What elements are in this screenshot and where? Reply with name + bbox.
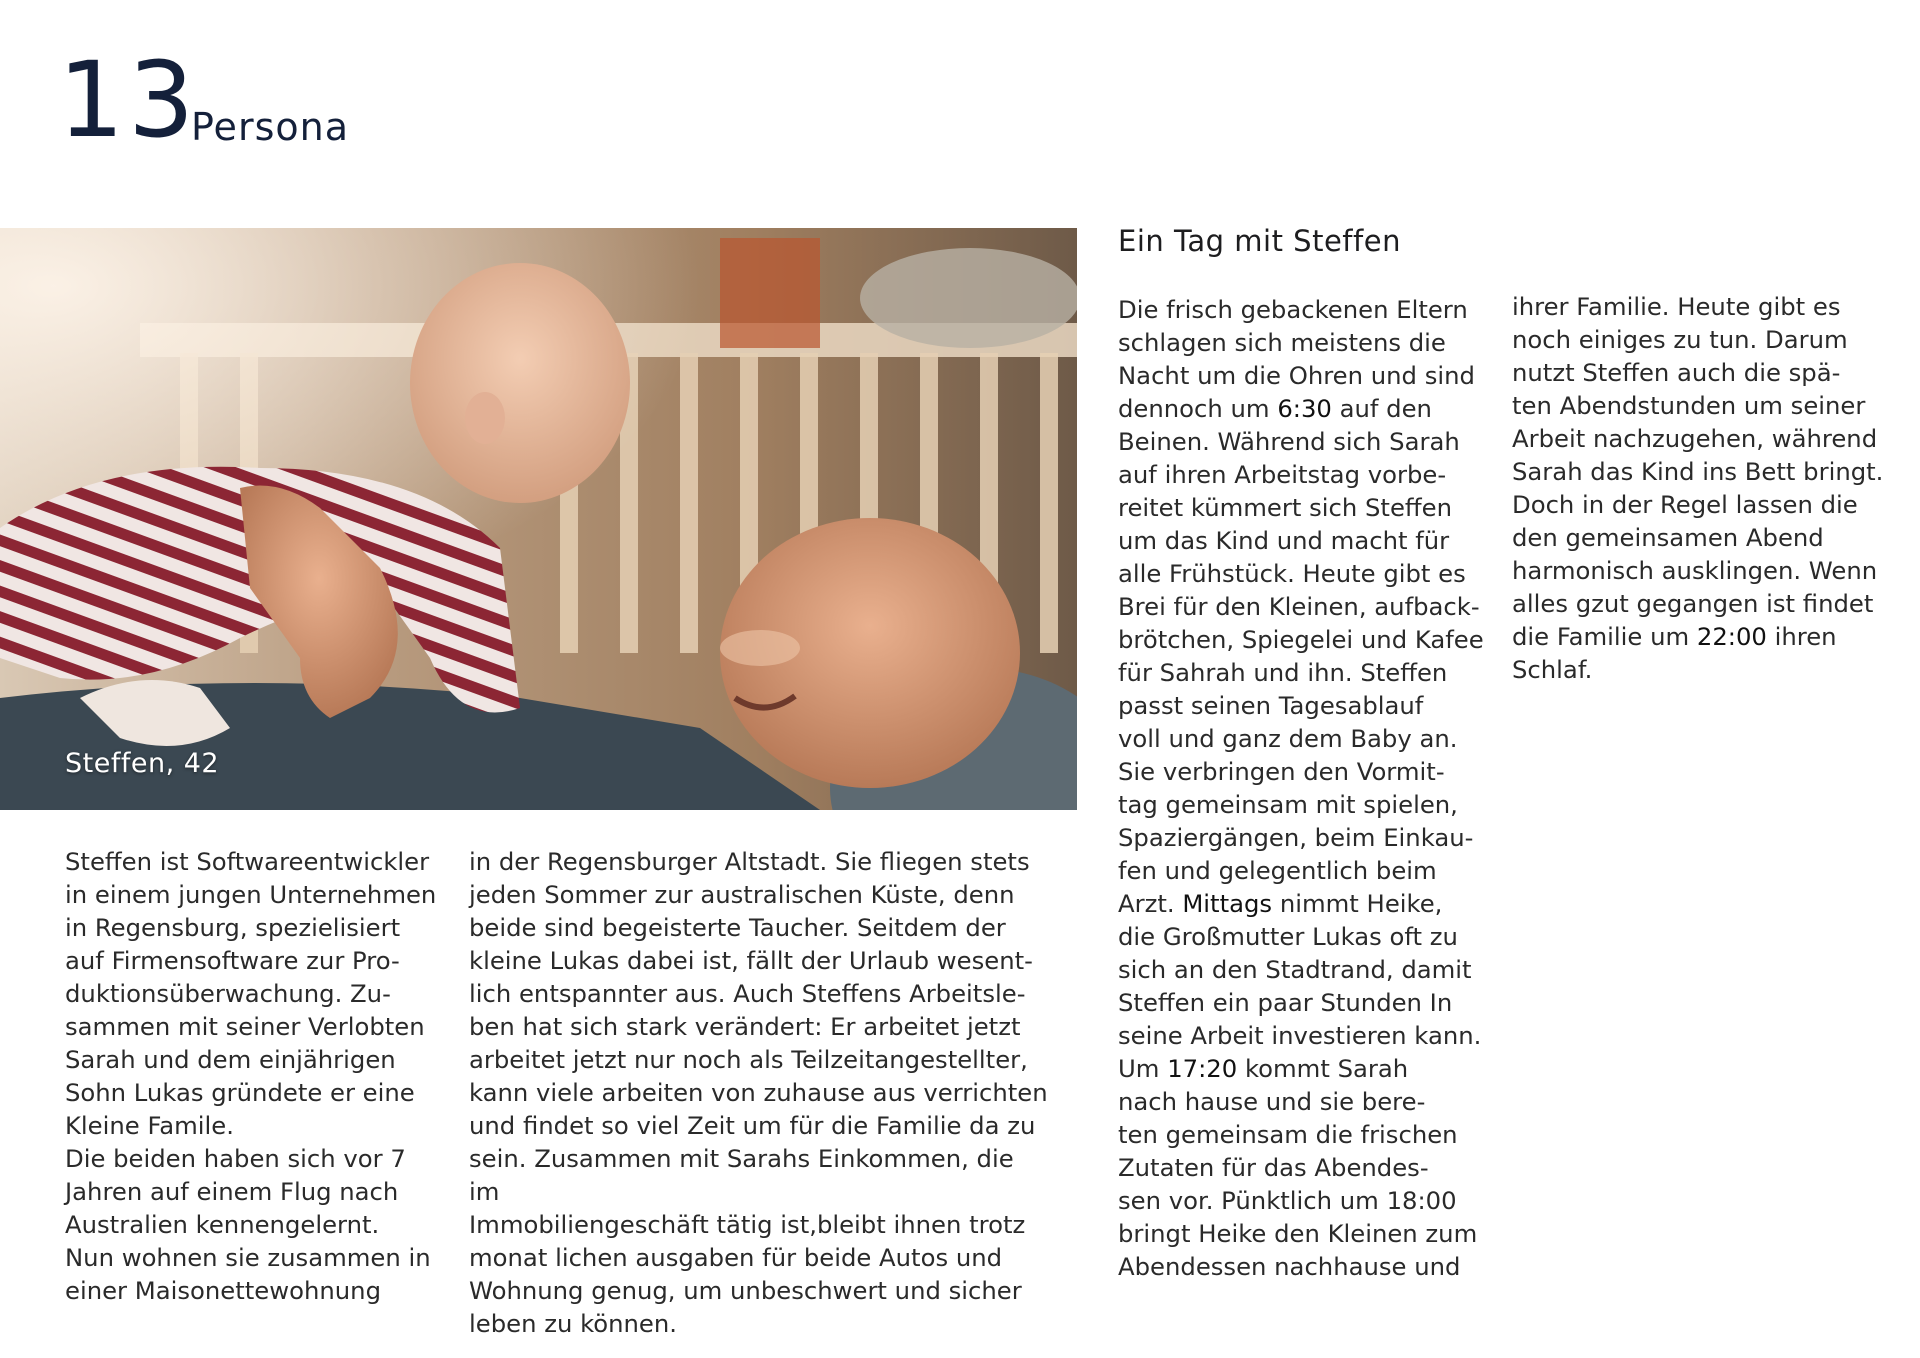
persona-photo [0,228,1077,810]
day-text-part: nimmt Heike, die Großmutter Lukas oft zu sich an den Stadtrand, damit Steffen ein paar Stunden In seine Arbeit investieren kann. Um [1118,889,1482,1083]
page-number: 13 [58,39,199,161]
day-text-1 [1118,293,1498,1283]
day-text-part: auf den Beinen. Während sich Sarah auf ihren Arbeitstag vorbe- reitet kümmert sich Steffen um das Kind und macht für alle Frühstück. Heute gibt es Brei für den Kleinen, aufback- brötchen, Spiegelei und Kafee für Sahrah und ihn. Steffen passt seinen Tagesablauf voll und ganz dem Baby an. Sie verbringen den Vormit- tag gemeinsam mit spielen, Spaziergängen, beim Einkau- fen und gelegentlich beim Arzt. [1118,394,1484,918]
intro-text-1: Steffen ist Softwareentwickler in einem jungen Unternehmen in Regensburg, spezielisiert auf Firmensoftware zur Pro- duktionsüberwachung. Zu- sammen mit seiner Verlobten Sarah und dem einjährigen Sohn Lukas gründete er eine Kleine Famile. Die beiden haben sich vor 7 Jahren auf einem Flug nach Australien kennengelernt. Nun wohnen sie zusammen in einer Maisonettewohnung [65,847,437,1305]
intro-column-1 [65,845,445,1307]
day-text-part: ihrer Familie. Heute gibt es noch einiges zu tun. Darum nutzt Steffen auch die spä- ten Abendstunden um seiner Arbeit nachzugehen, während Sarah das Kind ins Bett bringt. Doch in der Regel lassen die den gemeinsamen Abend harmonisch ausklingen. Wenn alles gzut gegangen ist findet die Familie um [1512,292,1884,651]
day-text-part: kommt Sarah nach hause und sie bere- ten gemeinsam die frischen Zutaten für das Abendes- sen vor. Pünktlich um 18:00 bringt Heike den Kleinen zum Abendessen nachhause und [1118,1054,1478,1281]
day-column-2 [1512,290,1902,686]
day-text-part: ihren Schlaf. [1512,622,1837,684]
intro-column-2 [469,845,1049,1340]
day-text-part: Die frisch gebackenen Eltern schlagen sich meistens die Nacht um die Ohren und sind dennoch um [1118,295,1475,423]
persona-photo-illustration [0,228,1077,810]
time-highlight: 6:30 [1277,394,1332,423]
page-title: Persona [191,105,349,149]
day-text-2 [1512,290,1902,686]
mittags-highlight: Mittags [1182,889,1273,918]
section-title: Ein Tag mit Steffen [1118,224,1401,258]
time-highlight: 17:20 [1167,1054,1238,1083]
photo-caption: Steffen, 42 [65,748,220,779]
time-highlight: 22:00 [1696,622,1767,651]
intro-text-2: in der Regensburger Altstadt. Sie fliegen stets jeden Sommer zur australischen Küste, denn beide sind begeisterte Taucher. Seitdem der kleine Lukas dabei ist, fällt der Urlaub wesent- lich entspannter aus. Auch Steffens Arbeitsle- ben hat sich stark verändert: Er arbeitet jetzt arbeitet jetzt nur noch als Teilzeitangestellter, kann viele arbeiten von zuhause aus verrichten und findet so viel Zeit um für die Familie da zu sein. Zusammen mit Sarahs Einkommen, die im Immobiliengeschäft tätig ist,bleibt ihnen trotz monat lichen ausgaben für beide Autos und Wohnung genug, um unbeschwert und sicher leben zu können. [469,847,1048,1338]
day-column-1 [1118,293,1498,1283]
